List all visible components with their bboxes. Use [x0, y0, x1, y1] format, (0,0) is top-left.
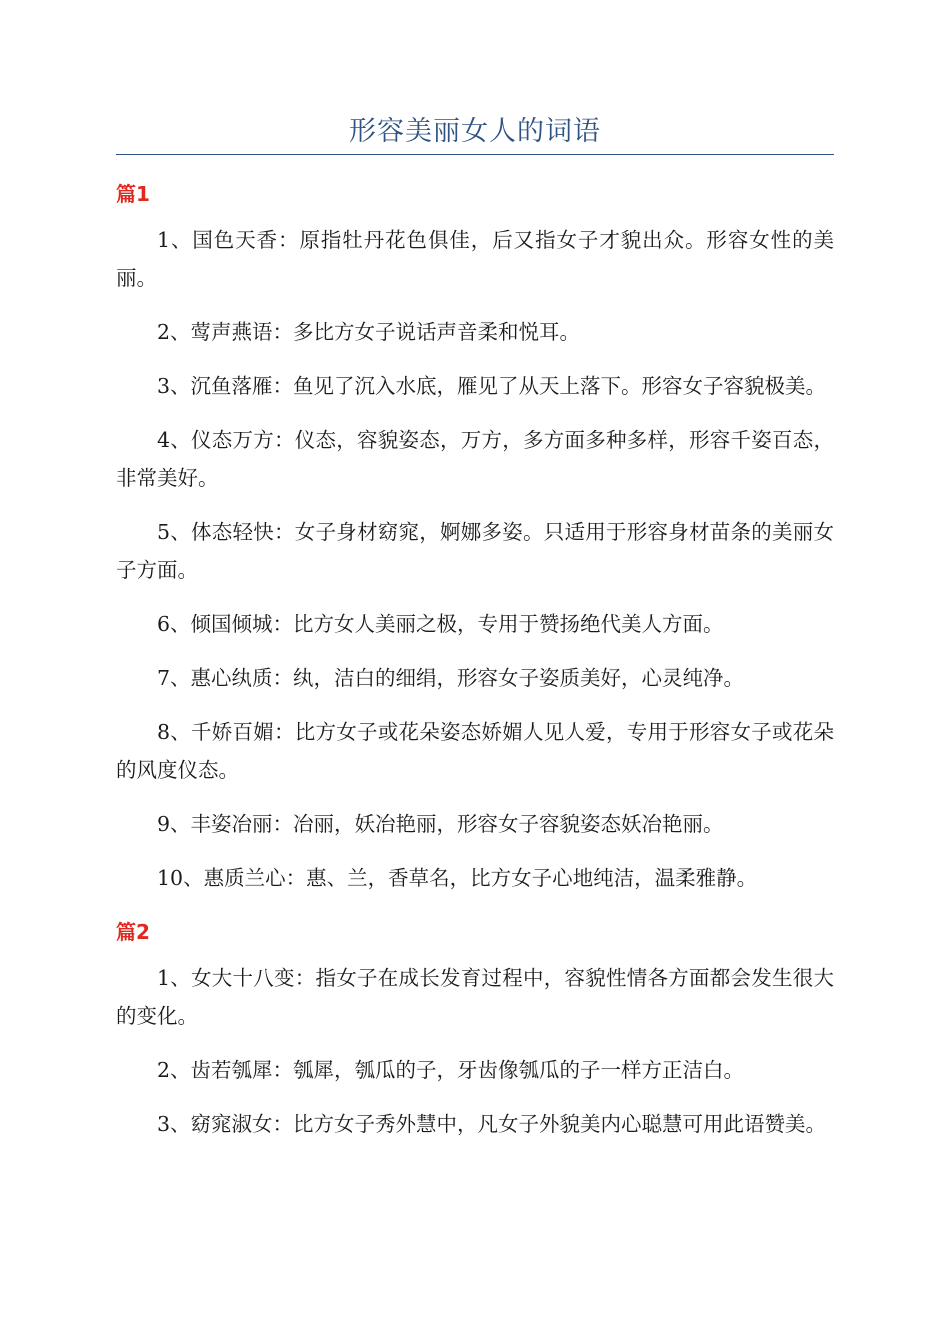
- list-item: 2、齿若瓠犀：瓠犀，瓠瓜的子，牙齿像瓠瓜的子一样方正洁白。: [157, 1058, 745, 1082]
- list-item: 3、沉鱼落雁：鱼见了沉入水底，雁见了从天上落下。形容女子容貌极美。: [157, 374, 827, 398]
- list-item: 3、窈窕淑女：比方女子秀外慧中，凡女子外貌美内心聪慧可用此语赞美。: [157, 1112, 827, 1136]
- list-item: 1、国色天香：原指牡丹花色俱佳，后又指女子才貌出众。形容女性的美丽。: [116, 228, 834, 290]
- list-item: 4、仪态万方：仪态，容貌姿态，万方，多方面多种多样，形容千姿百态，非常美好。: [116, 428, 834, 490]
- title-underline: [116, 154, 834, 155]
- list-item: 9、丰姿冶丽：冶丽，妖冶艳丽，形容女子容貌姿态妖冶艳丽。: [157, 812, 724, 836]
- list-item: 6、倾国倾城：比方女人美丽之极，专用于赞扬绝代美人方面。: [157, 612, 724, 636]
- section-1-list: [116, 221, 834, 897]
- list-item: 1、女大十八变：指女子在成长发育过程中，容貌性情各方面都会发生很大的变化。: [116, 966, 834, 1028]
- document-page: [116, 0, 834, 1159]
- section-heading-1: 篇1: [116, 182, 150, 206]
- list-item: 5、体态轻快：女子身材窈窕，婀娜多姿。只适用于形容身材苗条的美丽女子方面。: [116, 520, 834, 582]
- section-2-list: [116, 959, 834, 1143]
- section-heading-2: 篇2: [116, 920, 150, 944]
- list-item: 7、惠心纨质：纨，洁白的细绢，形容女子姿质美好，心灵纯净。: [157, 666, 745, 690]
- list-item: 8、千娇百媚：比方女子或花朵姿态娇媚人见人爱，专用于形容女子或花朵的风度仪态。: [116, 720, 834, 782]
- document-title: 形容美丽女人的词语: [349, 116, 601, 147]
- list-item: 2、莺声燕语：多比方女子说话声音柔和悦耳。: [157, 320, 581, 344]
- list-item: 10、惠质兰心：惠、兰，香草名，比方女子心地纯洁，温柔雅静。: [157, 866, 758, 890]
